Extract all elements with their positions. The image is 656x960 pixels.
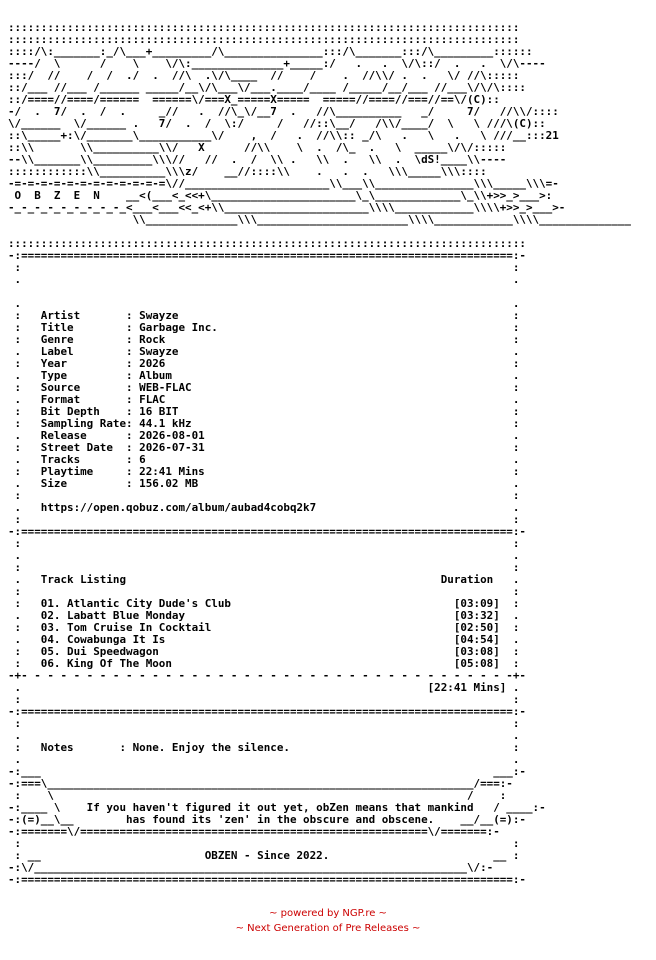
nfo-line: ----/ \ / \ \/\:______________+_____:/ . . \/\::/ . . \/\---- xyxy=(8,57,546,70)
nfo-line: -:===\_________________________________________________________________/===:- xyxy=(8,777,513,790)
nfo-line: ::::::::::::\\__________\\\z/ __//::::\\ . . . \\\_____\\\:::: xyxy=(8,165,487,178)
nfo-line: : : xyxy=(8,537,520,550)
nfo-line: . . xyxy=(8,729,520,742)
footer-powered-by: ~ powered by NGP.re ~ xyxy=(269,908,387,919)
nfo-line: -:____ \ If you haven't figured it out yet, obZen means that mankind / ____:- xyxy=(8,801,546,814)
nfo-line: . 02. Labatt Blue Monday [03:32] . xyxy=(8,609,520,622)
nfo-line: : : xyxy=(8,261,520,274)
nfo-line: : 01. Atlantic City Dude's Club [03:09] : xyxy=(8,597,520,610)
nfo-line: : 06. King Of The Moon [05:08] : xyxy=(8,657,520,670)
nfo-line: . Release : 2026-08-01 . xyxy=(8,429,520,442)
nfo-line: : Artist : Swayze : xyxy=(8,309,520,322)
nfo-line: -=-=-=-=-=-=-=-=-=-=-=-=\//______________________\\___\\_______________\\\_____\\\=- xyxy=(8,177,559,190)
nfo-line: O B Z E N __<(___<_<<+\______________________\_\_____________\_\\+>>_>___>: xyxy=(8,189,553,202)
nfo-line: ::/====//====/====== ======\/===X_=====X===== =====//====//===//==\/(C):: xyxy=(8,93,500,106)
nfo-line: -/ . 7/ . / . _// . //\_\/__7 . //\__________ _/ 7/ //\\/:::: xyxy=(8,105,559,118)
nfo-line: : Sampling Rate: 44.1 kHz : xyxy=(8,417,520,430)
nfo-line: : : xyxy=(8,489,520,502)
nfo-line: : 03. Tom Cruise In Cocktail [02:50] : xyxy=(8,621,520,634)
nfo-line: . Track Listing Duration . xyxy=(8,573,520,586)
nfo-line: : Title : Garbage Inc. : xyxy=(8,321,520,334)
nfo-text-block xyxy=(8,22,631,886)
nfo-line: : Notes : None. Enjoy the silence. : xyxy=(8,741,520,754)
nfo-line: : : xyxy=(8,561,520,574)
nfo-line: . . xyxy=(8,297,520,310)
nfo-line: -:(=)__\__ has found its 'zen' in the obscure and obscene. __/__(=):- xyxy=(8,813,526,826)
nfo-line: . [22:41 Mins] . xyxy=(8,681,520,694)
nfo-line: : : xyxy=(8,585,520,598)
nfo-line: : __ OBZEN - Since 2022. __ : xyxy=(8,849,520,862)
nfo-line: : Bit Depth : 16 BIT : xyxy=(8,405,520,418)
nfo-line: -:===========================================================================:- xyxy=(8,525,526,538)
nfo-line: . Tracks : 6 . xyxy=(8,453,520,466)
nfo-line: : : xyxy=(8,717,520,730)
nfo-line: : Year : 2026 : xyxy=(8,357,520,370)
nfo-line: -:===========================================================================:- xyxy=(8,249,526,262)
nfo-line: : Genre : Rock : xyxy=(8,333,520,346)
nfo-line: ::\_____+:\/_______\___________\/ , / . //\\:: _/\ . \ . \ ///__:::21 xyxy=(8,129,559,142)
nfo-line: . Label : Swayze . xyxy=(8,345,520,358)
nfo-line: -:===========================================================================:- xyxy=(8,705,526,718)
nfo-line: . Type : Album . xyxy=(8,369,520,382)
nfo-line: : Street Date : 2026-07-31 : xyxy=(8,441,520,454)
nfo-line: -:===========================================================================:- xyxy=(8,873,526,886)
nfo-line: ::/___ //___ /______ _____/__\/\___\/___.____/____ /_____/__/___ //___\/\/\:::: xyxy=(8,81,526,94)
nfo-line: -:\/__________________________________________________________________\/:- xyxy=(8,861,494,874)
nfo-line: . . xyxy=(8,273,520,286)
nfo-line: -_-_-_-_-_-_-_-_-_<___<___<<_<+\\______________________\\\\____________\\\\+>>_>___>- xyxy=(8,201,566,214)
nfo-line: --\\_______\\_________\\\// // . / \\ . \\ . \\ . \dS!____\\---- xyxy=(8,153,507,166)
nfo-line: \\______________\\\_______________________\\\\____________\\\\______________ xyxy=(8,213,631,226)
nfo-line: . Format : FLAC . xyxy=(8,393,520,406)
nfo-line: :::/ // / / ./ . //\ .\/\____ // / . //\\/ . . \/ //\::::: xyxy=(8,69,520,82)
nfo-line: \/______ \/______ . 7/ . / \:/ / //::\__/ /\\/____/ \ \ ///\(C):: xyxy=(8,117,546,130)
nfo-line: . . xyxy=(8,753,520,766)
nfo-line: : : xyxy=(8,513,520,526)
footer-tagline: ~ Next Generation of Pre Releases ~ xyxy=(235,923,421,934)
nfo-line: : Source : WEB-FLAC : xyxy=(8,381,520,394)
footer-credits xyxy=(0,906,656,936)
nfo-line: . https://open.qobuz.com/album/aubad4cobq2k7 . xyxy=(8,501,520,514)
nfo-line: . 04. Cowabunga It Is [04:54] . xyxy=(8,633,520,646)
nfo-line: -:___ ___:- xyxy=(8,765,526,778)
nfo-line: : : xyxy=(8,837,520,850)
nfo-line: :::::::::::::::::::::::::::::::::::::::::::::::::::::::::::::::::::::::::::::: xyxy=(8,33,520,46)
nfo-line: . Size : 156.02 MB . xyxy=(8,477,520,490)
nfo-line: : : xyxy=(8,693,520,706)
nfo-line: :::::::::::::::::::::::::::::::::::::::::::::::::::::::::::::::::::::::::::::: xyxy=(8,21,520,34)
nfo-line: : Playtime : 22:41 Mins : xyxy=(8,465,520,478)
nfo-line: : 05. Dui Speedwagon [03:08] : xyxy=(8,645,520,658)
nfo-line: -:=======\/=====================================================\/=======:- xyxy=(8,825,500,838)
nfo-line: ::::::::::::::::::::::::::::::::::::::::::::::::::::::::::::::::::::::::::::::: xyxy=(8,237,526,250)
nfo-line: . . xyxy=(8,549,520,562)
nfo-line: ::::/\:_______:_/\___+_________/\_______________:::/\_______:::/\_________:::::: xyxy=(8,45,533,58)
nfo-line: : \ / : xyxy=(8,789,507,802)
nfo-line: ::\\ \\__________\\/ X //\\ \ . /\_ . \ _____\/\/::::: xyxy=(8,141,507,154)
nfo-line: -+- - - - - - - - - - - - - - - - - - - - - - - - - - - - - - - - - - - - - -+- xyxy=(8,669,526,682)
